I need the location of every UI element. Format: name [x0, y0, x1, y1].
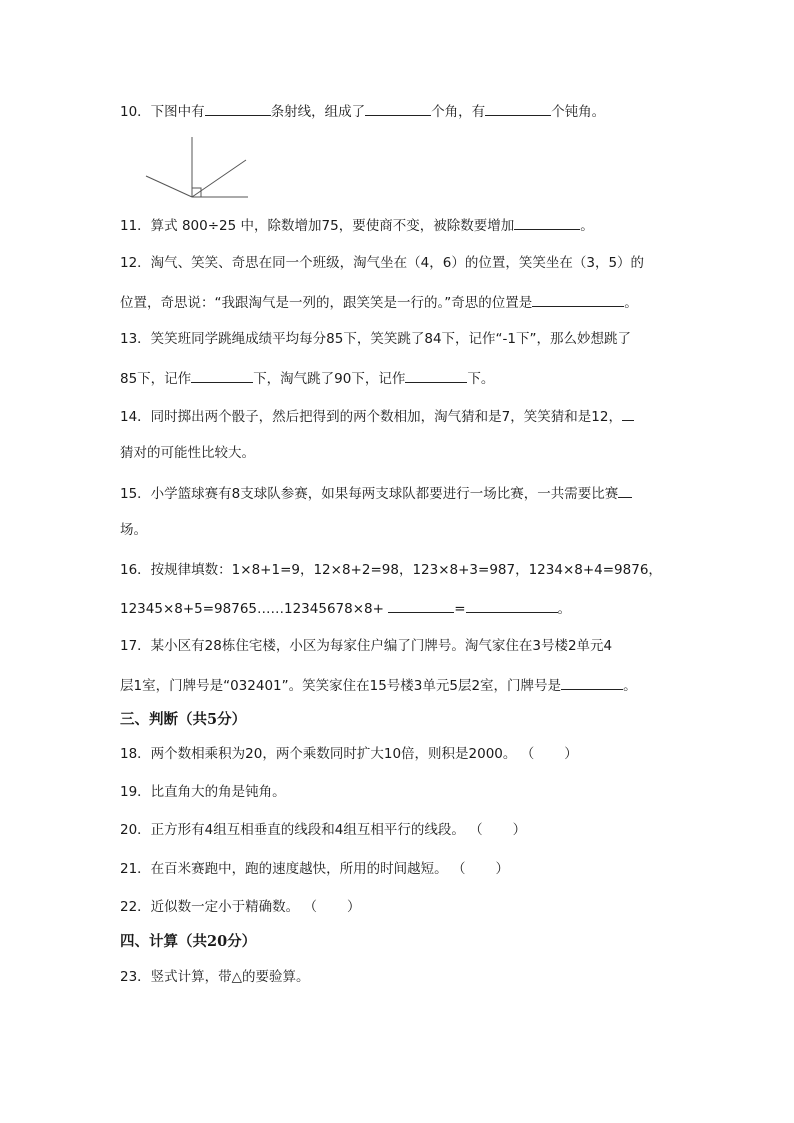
question-13-line-1: 13．笑笑班同学跳绳成绩平均每分85下，笑笑跳了84下，记作“-1下”，那么妙想跳了: [120, 331, 631, 347]
question-18: [120, 744, 578, 764]
question-16-equals: =: [454, 601, 466, 617]
answer-blank[interactable]: [514, 214, 580, 230]
paren-left: （: [451, 861, 466, 877]
rays-figure: [140, 135, 255, 205]
question-20: [120, 820, 526, 840]
question-19: 19．比直角大的角是钝角。: [120, 784, 286, 800]
section-4-title: 四、计算（共20分）: [120, 933, 257, 950]
answer-blank[interactable]: [466, 597, 558, 613]
question-16-line-2: [120, 597, 571, 619]
answer-blank[interactable]: [622, 405, 634, 421]
question-20-text: 20．正方形有4组互相垂直的线段和4组互相平行的线段。: [120, 822, 465, 838]
paren-right: ）: [512, 822, 527, 838]
question-14-line-2: 猜对的可能性比较大。: [120, 445, 255, 461]
paren-left: （: [520, 746, 535, 762]
answer-blank[interactable]: [618, 482, 632, 498]
question-10-text-3: 个角，有: [431, 104, 486, 120]
paren-left: （: [303, 899, 317, 915]
answer-blank[interactable]: [561, 674, 623, 690]
question-22: [120, 897, 360, 917]
question-18-text: 18．两个数相乘积为20，两个乘数同时扩大10倍，则积是2000。: [120, 746, 517, 762]
answer-blank[interactable]: [365, 100, 431, 116]
answer-blank[interactable]: [191, 367, 253, 383]
question-15-line-1: [120, 482, 632, 504]
question-17-line-2: [120, 674, 637, 696]
paren-left: （: [469, 822, 483, 838]
question-17-text: 层1室，门牌号是“032401”。笑笑家住在15号楼3单元5层2室，门牌号是: [120, 678, 562, 694]
question-13-text-3: 下。: [467, 371, 495, 387]
question-14-text: 14．同时掷出两个骰子，然后把得到的两个数相加，淘气猜和是7，笑笑猜和是12，: [120, 409, 622, 425]
question-12-end: 。: [624, 295, 638, 311]
question-10-text-2: 条射线，组成了: [270, 104, 366, 120]
answer-blank[interactable]: [405, 367, 467, 383]
answer-blank[interactable]: [485, 100, 551, 116]
section-3-title: 三、判断（共5分）: [120, 711, 247, 728]
question-17-line-1: 17．某小区有28栋住宅楼，小区为每家住户编了门牌号。淘气家住在3号楼2单元4: [120, 638, 613, 654]
question-22-text: 22．近似数一定小于精确数。: [120, 899, 300, 915]
question-13-line-2: [120, 367, 494, 389]
answer-blank[interactable]: [532, 291, 624, 307]
question-10-text-4: 个钝角。: [551, 104, 606, 120]
question-17-end: 。: [623, 678, 637, 694]
question-16-line-1: 16．按规律填数：1×8+1=9，12×8+2=98，123×8+3=987，1234×8+4=9876，: [120, 562, 662, 578]
paren-right: ）: [495, 861, 509, 877]
paren-right: ）: [346, 899, 361, 915]
answer-blank[interactable]: [388, 597, 454, 613]
question-15-line-2: 场。: [120, 522, 147, 538]
question-11-text-2: 。: [580, 218, 594, 234]
question-10: [120, 100, 605, 122]
question-12-text: 位置，奇思说：“我跟淘气是一列的，跟笑笑是一行的。”奇思的位置是: [120, 295, 533, 311]
question-15-text: 15．小学篮球赛有8支球队参赛，如果每两支球队都要进行一场比赛，一共需要比赛: [120, 486, 619, 502]
question-23: 23．竖式计算，带△的要验算。: [120, 969, 310, 985]
question-10-text-1: 10．下图中有: [120, 104, 205, 120]
question-13-text-2: 下，淘气跳了90下，记作: [253, 371, 406, 387]
question-14-line-1: [120, 405, 634, 427]
answer-blank[interactable]: [205, 100, 271, 116]
question-12-line-1: 12．淘气、笑笑、奇思在同一个班级，淘气坐在（4，6）的位置，笑笑坐在（3，5）的: [120, 255, 645, 271]
paren-right: ）: [564, 746, 578, 762]
question-11: [120, 214, 594, 236]
question-16-text: 12345×8+5=98765……12345678×8+: [120, 601, 384, 617]
question-21: [120, 859, 509, 879]
question-21-text: 21．在百米赛跑中，跑的速度越快，所用的时间越短。: [120, 861, 448, 877]
question-16-end: 。: [557, 601, 572, 617]
question-11-text-1: 11．算式 800÷25 中，除数增加75，要使商不变，被除数要增加: [120, 218, 515, 234]
question-13-text-1: 85下，记作: [120, 371, 192, 387]
question-12-line-2: [120, 291, 638, 313]
